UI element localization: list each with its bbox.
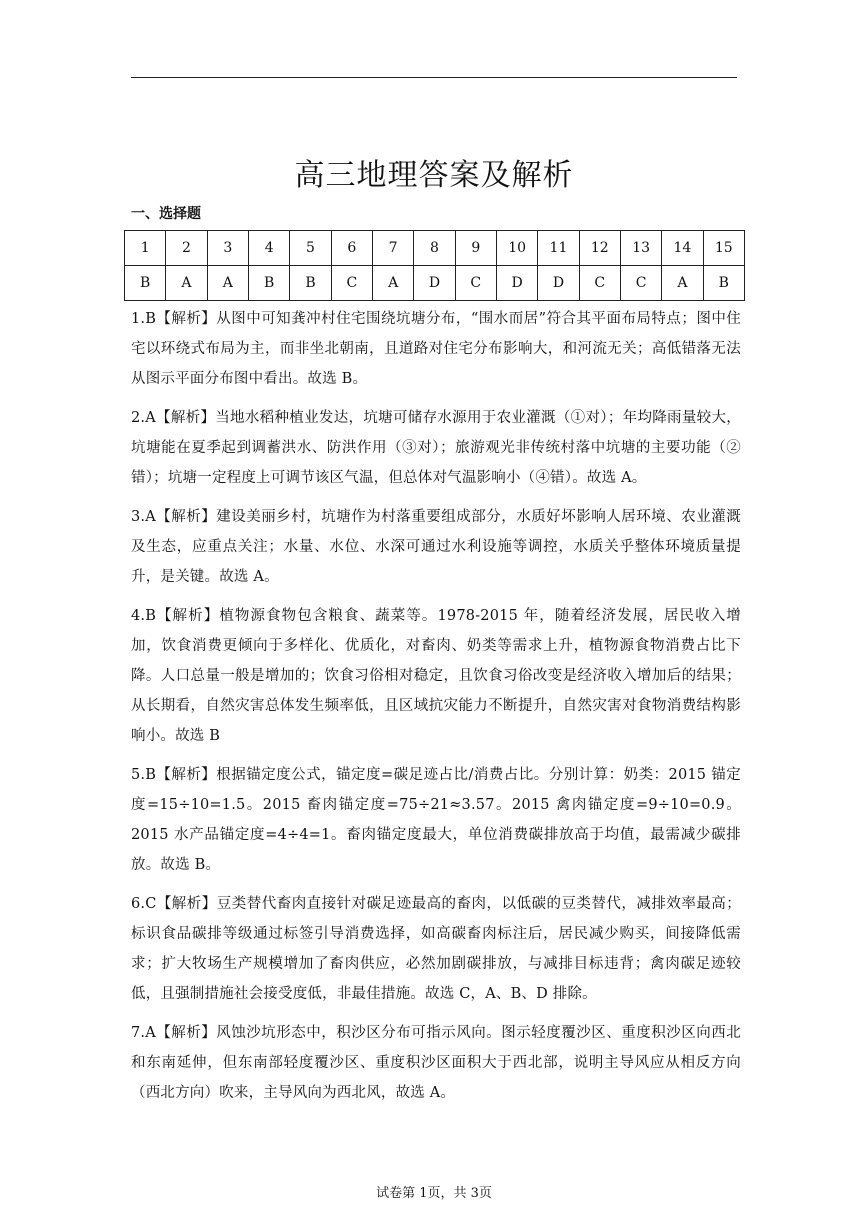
answer-cell: D	[414, 266, 455, 301]
header-rule	[131, 77, 737, 78]
answer-table-answer-row	[125, 266, 745, 301]
explanation-paragraph: 5.B【解析】根据锚定度公式，锚定度=碳足迹占比/消费占比。分别计算：奶类：2015 锚定度=15÷10=1.5。2015 畜肉锚定度=75÷21≈3.57。2015 禽肉锚定度=9÷10=0.9。2015 水产品锚定度=4÷4=1。畜肉锚定度最大，单位消费碳排放高于均值，最需减少碳排放。故选 B。	[131, 767, 741, 873]
question-number: 12	[579, 231, 620, 266]
answer-cell: C	[455, 266, 496, 301]
page-title: 高三地理答案及解析	[294, 158, 574, 193]
explanation-paragraph: 1.B【解析】从图中可知龚冲村住宅围绕坑塘分布，“围水而居”符合其平面布局特点；图中住宅以环绕式布局为主，而非坐北朝南，且道路对住宅分布影响大，和河流无关；高低错落无法从图示平面分布图中看出。故选 B。	[131, 311, 741, 387]
answer-table	[124, 230, 745, 301]
section-heading: 一、选择题	[131, 206, 201, 222]
explanation-paragraph: 3.A【解析】建设美丽乡村，坑塘作为村落重要组成部分，水质好坏影响人居环境、农业灌溉及生态，应重点关注；水量、水位、水深可通过水利设施等调控，水质关乎整体环境质量提升，是关键。故选 A。	[131, 509, 741, 585]
explanation-paragraph: 2.A【解析】当地水稻种植业发达，坑塘可储存水源用于农业灌溉（①对）；年均降雨量较大，坑塘能在夏季起到调蓄洪水、防洪作用（③对）；旅游观光非传统村落中坑塘的主要功能（②错）；坑塘一定程度上可调节该区气温，但总体对气温影响小（④错）。故选 A。	[131, 410, 741, 486]
answer-cell: A	[372, 266, 413, 301]
answer-table-number-row	[125, 231, 745, 266]
explanations	[131, 304, 741, 1117]
question-number: 14	[662, 231, 703, 266]
answer-cell: C	[579, 266, 620, 301]
question-number: 5	[290, 231, 331, 266]
question-number: 15	[703, 231, 744, 266]
explanation-paragraph: 6.C【解析】豆类替代畜肉直接针对碳足迹最高的畜肉，以低碳的豆类替代，减排效率最高；标识食品碳排等级通过标签引导消费选择，如高碳畜肉标注后，居民减少购买，间接降低需求；扩大牧场生产规模增加了畜肉供应，必然加剧碳排放，与减排目标违背；禽肉碳足迹较低，且强制措施社会接受度低，非最佳措施。故选 C，A、B、D 排除。	[131, 896, 741, 1002]
answer-cell: C	[331, 266, 372, 301]
answer-cell: D	[496, 266, 537, 301]
question-number: 7	[372, 231, 413, 266]
question-number: 1	[125, 231, 166, 266]
question-number: 2	[166, 231, 207, 266]
answer-cell: D	[538, 266, 579, 301]
question-number: 6	[331, 231, 372, 266]
question-number: 13	[620, 231, 661, 266]
question-number: 3	[207, 231, 248, 266]
explanation-paragraph: 7.A【解析】风蚀沙坑形态中，积沙区分布可指示风向。图示轻度覆沙区、重度积沙区向西北和东南延伸，但东南部轻度覆沙区、重度积沙区面积大于西北部，说明主导风应从相反方向（西北方向）吹来，主导风向为西北风，故选 A。	[131, 1025, 741, 1101]
explanation-paragraph: 4.B【解析】植物源食物包含粮食、蔬菜等。1978-2015 年，随着经济发展，居民收入增加，饮食消费更倾向于多样化、优质化，对畜肉、奶类等需求上升，植物源食物消费占比下降。人口总量一般是增加的；饮食习俗相对稳定，且饮食习俗改变是经济收入增加后的结果；从长期看，自然灾害总体发生频率低，且区域抗灾能力不断提升，自然灾害对食物消费结构影响小。故选 B	[131, 608, 741, 744]
answer-cell: C	[620, 266, 661, 301]
answer-cell: B	[703, 266, 744, 301]
question-number: 11	[538, 231, 579, 266]
question-number: 9	[455, 231, 496, 266]
question-number: 10	[496, 231, 537, 266]
question-number: 8	[414, 231, 455, 266]
answer-cell: A	[166, 266, 207, 301]
answer-cell: B	[248, 266, 289, 301]
page-footer: 试卷第 1页，共 3页	[376, 1186, 492, 1201]
answer-cell: A	[662, 266, 703, 301]
answer-cell: B	[125, 266, 166, 301]
answer-cell: B	[290, 266, 331, 301]
answer-cell: A	[207, 266, 248, 301]
question-number: 4	[248, 231, 289, 266]
